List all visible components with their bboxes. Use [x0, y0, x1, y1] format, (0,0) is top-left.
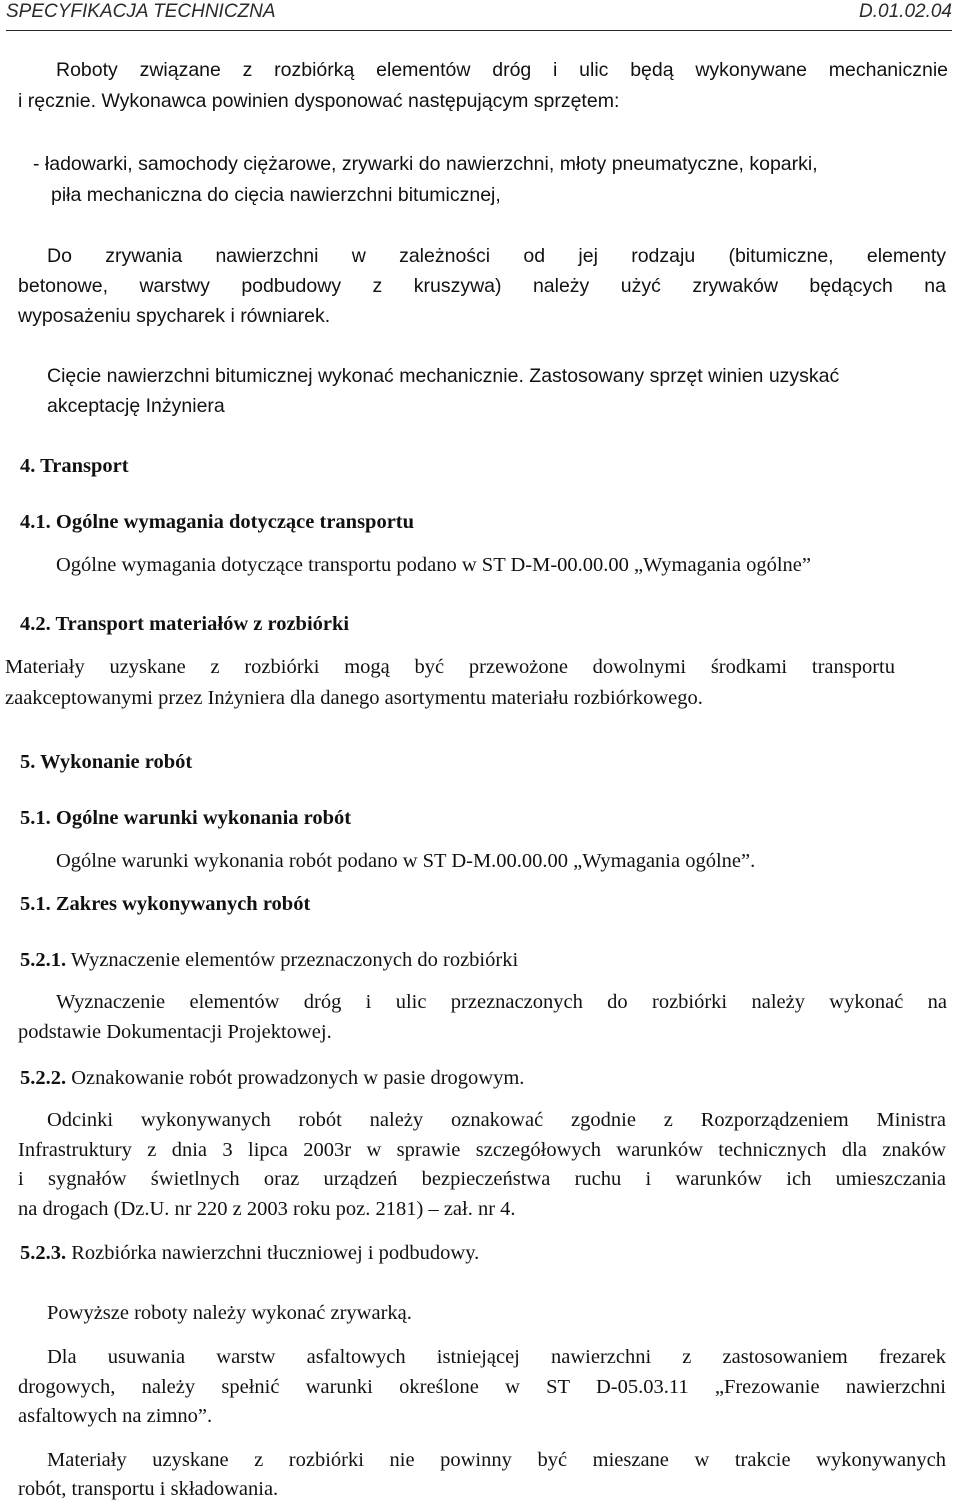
- page-header: [6, 0, 952, 31]
- subsection-heading: 4.2. Transport materiałów z rozbiórki: [20, 613, 350, 635]
- subsubsection-heading: [20, 1243, 479, 1264]
- heading-number: 5.2.2.: [20, 1067, 67, 1089]
- subsection-heading: 5.1. Ogólne warunki wykonania robót: [20, 807, 352, 829]
- header-code: D.01.02.04: [859, 1, 952, 22]
- paragraph-line: Infrastruktury z dnia 3 lipca 2003r w sprawie szczegółowych warunków technicznych dla znaków: [18, 1139, 946, 1161]
- subsubsection-heading: [20, 950, 518, 971]
- paragraph-line: i ręcznie. Wykonawca powinien dysponować następującym sprzętem:: [18, 90, 620, 112]
- paragraph-line: Powyższe roboty należy wykonać zrywarką.: [47, 1302, 412, 1324]
- section-heading: 4. Transport: [20, 455, 129, 477]
- paragraph-line: Wyznaczenie elementów dróg i ulic przeznaczonych do rozbiórki należy wykonać na: [56, 991, 947, 1013]
- header-title: SPECYFIKACJA TECHNICZNA: [6, 1, 276, 22]
- heading-text: Oznakowanie robót prowadzonych w pasie drogowym.: [71, 1067, 525, 1089]
- subsection-heading: 5.1. Zakres wykonywanych robót: [20, 893, 311, 915]
- paragraph-line: wyposażeniu spycharek i równiarek.: [18, 305, 331, 327]
- paragraph-line: Ogólne warunki wykonania robót podano w ST D-M.00.00.00 „Wymagania ogólne”.: [56, 850, 756, 872]
- heading-number: 5.2.3.: [20, 1242, 67, 1264]
- paragraph-line: akceptację Inżyniera: [47, 395, 225, 417]
- paragraph-line: Materiały uzyskane z rozbiórki mogą być przewożone dowolnymi środkami transportu: [5, 656, 895, 678]
- paragraph-line: zaakceptowanymi przez Inżyniera dla danego asortymentu materiału rozbiórkowego.: [5, 687, 703, 709]
- paragraph-line: robót, transportu i składowania.: [18, 1478, 279, 1500]
- subsubsection-heading: [20, 1068, 524, 1089]
- paragraph-line: betonowe, warstwy podbudowy z kruszywa) należy użyć zrywaków będących na: [18, 275, 946, 297]
- paragraph-line: drogowych, należy spełnić warunki określone w ST D-05.03.11 „Frezowanie nawierzchni: [18, 1376, 946, 1398]
- paragraph-line: Roboty związane z rozbiórką elementów dróg i ulic będą wykonywane mechanicznie: [56, 59, 948, 81]
- paragraph-line: Ogólne wymagania dotyczące transportu podano w ST D-M-00.00.00 „Wymagania ogólne”: [56, 554, 811, 576]
- heading-number: 5.2.1.: [20, 949, 67, 971]
- list-item: - ładowarki, samochody ciężarowe, zrywarki do nawierzchni, młoty pneumatyczne, koparki,: [33, 153, 818, 175]
- paragraph-line: asfaltowych na zimno”.: [18, 1405, 213, 1427]
- paragraph-line: Dla usuwania warstw asfaltowych istniejącej nawierzchni z zastosowaniem frezarek: [47, 1346, 946, 1368]
- heading-text: Wyznaczenie elementów przeznaczonych do rozbiórki: [70, 949, 519, 971]
- paragraph-line: podstawie Dokumentacji Projektowej.: [18, 1021, 332, 1043]
- paragraph-line: Cięcie nawierzchni bitumicznej wykonać mechanicznie. Zastosowany sprzęt winien uzyskać: [47, 365, 840, 387]
- paragraph-line: Odcinki wykonywanych robót należy oznakować zgodnie z Rozporządzeniem Ministra: [47, 1109, 946, 1131]
- paragraph-line: i sygnałów świetlnych oraz urządzeń bezpieczeństwa ruchu i warunków ich umieszczania: [18, 1168, 946, 1190]
- paragraph-line: na drogach (Dz.U. nr 220 z 2003 roku poz. 2181) – zał. nr 4.: [18, 1198, 516, 1220]
- section-heading: 5. Wykonanie robót: [20, 751, 193, 773]
- paragraph-line: Materiały uzyskane z rozbiórki nie powinny być mieszane w trakcie wykonywanych: [47, 1449, 946, 1471]
- subsection-heading: 4.1. Ogólne wymagania dotyczące transportu: [20, 511, 415, 533]
- paragraph-line: Do zrywania nawierzchni w zależności od jej rodzaju (bitumiczne, elementy: [47, 245, 946, 267]
- list-item: piła mechaniczna do cięcia nawierzchni bitumicznej,: [51, 184, 501, 206]
- heading-text: Rozbiórka nawierzchni tłuczniowej i podbudowy.: [71, 1242, 480, 1264]
